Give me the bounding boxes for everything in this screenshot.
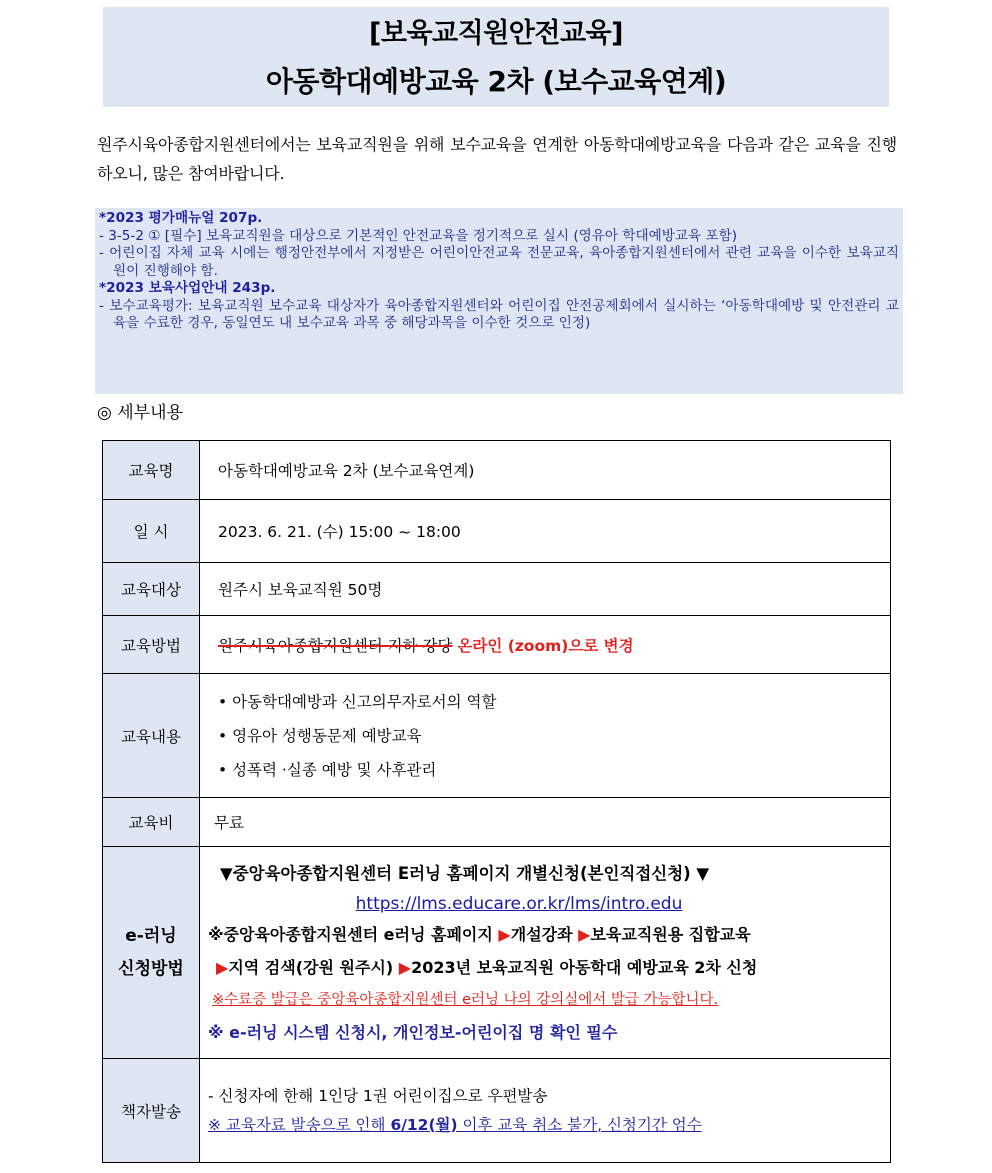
label-cell: 교육대상 [103, 563, 200, 616]
step-text: 보육교직원용 집합교육 [590, 924, 751, 944]
certificate-note: ※수료증 발급은 중앙육아종합지원센터 e러닝 나의 강의실에서 발급 가능합니다. [212, 991, 719, 1008]
course-method [200, 616, 891, 674]
label-cell: 일 시 [103, 500, 200, 563]
note-date: 6/12(월) [390, 1115, 458, 1134]
arrow-right-icon: ▶ [398, 957, 412, 977]
method-old: 원주시육아종합지원센터 지하 강당 [218, 636, 453, 655]
label-cell: 교육방법 [103, 616, 200, 674]
course-name: 아동학대예방교육 2차 (보수교육연계) [200, 441, 891, 500]
elearning-required-note: ※ e-러닝 시스템 신청시, 개인정보-어린이집 명 확인 필수 [208, 1022, 618, 1042]
label-cell [103, 847, 200, 1059]
label-cell: 책자발송 [103, 1059, 200, 1163]
table-row [103, 500, 891, 563]
page-title: [보육교직원안전교육] [369, 18, 623, 49]
book-cancel-note [208, 1111, 890, 1140]
elearning-step-2 [208, 951, 890, 984]
course-content [200, 674, 891, 798]
table-row [103, 616, 891, 674]
step-text: ※중앙육아종합지원센터 e러닝 홈페이지 [208, 924, 499, 944]
content-item: • 영유아 성행동문제 예방교육 [218, 726, 422, 745]
elearning-label: e-러닝 [125, 925, 177, 946]
step-text: 지역 검색(강원 원주시) [228, 957, 399, 977]
step-text: 개설강좌 [510, 924, 579, 944]
detail-table [102, 440, 891, 1163]
method-new: 온라인 (zoom)으로 변경 [457, 636, 634, 655]
course-datetime: 2023. 6. 21. (수) 15:00 ~ 18:00 [200, 500, 891, 563]
note-text: ※ 교육자료 발송으로 인해 [208, 1115, 391, 1134]
content-item: • 성폭력 ·실종 예방 및 사후관리 [218, 760, 437, 779]
arrow-right-icon: ▶ [498, 924, 511, 944]
notice-heading-guide: *2023 보육사업안내 243p. [99, 280, 276, 296]
elearning-steps [200, 847, 891, 1059]
table-row [103, 441, 891, 500]
elearning-note-row [208, 984, 890, 1016]
elearning-step-1 [208, 918, 890, 951]
table-row [103, 1059, 891, 1163]
course-target: 원주시 보육교직원 50명 [200, 563, 891, 616]
book-line: - 신청자에 한해 1인당 1권 어린이집으로 우편발송 [208, 1086, 548, 1105]
elearning-link-row [208, 890, 890, 918]
table-row [103, 798, 891, 847]
label-cell: 교육내용 [103, 674, 200, 798]
title-banner [103, 7, 889, 107]
label-cell: 교육명 [103, 441, 200, 500]
table-row [103, 563, 891, 616]
arrow-right-icon: ▶ [578, 924, 591, 944]
notice-box [95, 208, 903, 394]
notice-item: - 보수교육평가: 보육교직원 보수교육 대상자가 육아종합지원센터와 어린이집 안전공제회에서 실시하는 ‘아동학대예방 및 안전관리 교육을 수료한 경우, 동일연도 내 보수교육 과목 중 해당과목을 이수한 것으로 인정) [99, 297, 899, 331]
table-row [103, 674, 891, 798]
course-fee: 무료 [200, 798, 891, 847]
note-text: 이후 교육 취소 불가, 신청기간 엄수 [457, 1115, 702, 1134]
notice-heading-manual: *2023 평가매뉴얼 207p. [99, 210, 263, 226]
table-row [103, 847, 891, 1059]
content-item: • 아동학대예방과 신고의무자로서의 역할 [218, 692, 497, 711]
step-text: 2023년 보육교직원 아동학대 예방교육 2차 신청 [411, 957, 758, 977]
elearning-label: 신청방법 [118, 958, 184, 979]
label-cell: 교육비 [103, 798, 200, 847]
section-title: ◎ 세부내용 [97, 403, 183, 423]
notice-item: - 어린이집 자체 교육 시에는 행정안전부에서 지정받은 어린이안전교육 전문교육, 육아종합지원센터에서 관련 교육을 이수한 보육교직원이 진행해야 함. [99, 245, 899, 279]
elearning-heading: ▼중앙육아종합지원센터 E러닝 홈페이지 개별신청(본인직접신청) ▼ [220, 863, 710, 883]
intro-paragraph: 원주시육아종합지원센터에서는 보육교직원을 위해 보수교육을 연계한 아동학대예방교육을 다음과 같은 교육을 진행하오니, 많은 참여바랍니다. [97, 135, 897, 183]
notice-item: - 3-5-2 ① [필수] 보육교직원을 대상으로 기본적인 안전교육을 정기적으로 실시 (영유아 학대예방교육 포함) [99, 227, 738, 244]
arrow-right-icon: ▶ [216, 957, 229, 977]
page-subtitle: 아동학대예방교육 2차 (보수교육연계) [265, 65, 727, 98]
elearning-link[interactable]: https://lms.educare.or.kr/lms/intro.edu [355, 893, 683, 914]
book-shipping [200, 1059, 891, 1163]
